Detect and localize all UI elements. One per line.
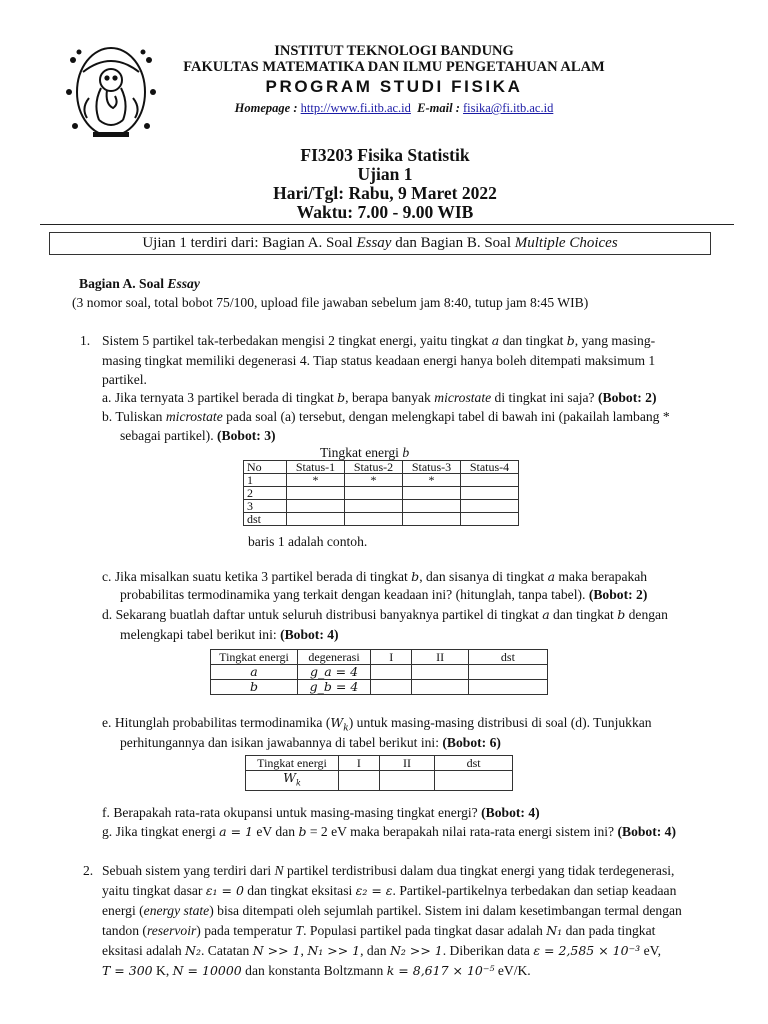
table-cell bbox=[403, 500, 461, 513]
table-cell bbox=[403, 487, 461, 500]
course-title: FI3203 Fisika Statistik bbox=[300, 145, 470, 165]
contact-line bbox=[160, 101, 628, 116]
table-header-row bbox=[246, 756, 513, 771]
homepage-label: Homepage : bbox=[234, 101, 301, 115]
table-cell bbox=[435, 771, 513, 791]
table1-note: baris 1 adalah contoh. bbox=[248, 534, 368, 549]
table-header: Tingkat energi bbox=[246, 756, 339, 771]
table-cell: 3 bbox=[244, 500, 287, 513]
q1c-line1: c. Jika misalkan suatu ketika 3 partikel berada di tingkat b, dan sisanya di tingkat a maka berapakah bbox=[102, 569, 648, 584]
distribution-table bbox=[210, 649, 548, 695]
table-header: I bbox=[371, 650, 412, 665]
table-cell bbox=[287, 513, 345, 526]
faculty-name: FAKULTAS MATEMATIKA DAN ILMU PENGETAHUAN ALAM bbox=[183, 59, 605, 75]
table-row bbox=[244, 513, 519, 526]
table-cell bbox=[468, 665, 547, 680]
q2-line4: tandon (reservoir) pada temperatur T. Populasi partikel pada tingkat dasar adalah N₁ dan pada tingkat bbox=[102, 923, 656, 938]
table-cell: * bbox=[287, 474, 345, 487]
table-cell bbox=[461, 513, 519, 526]
q1f: f. Berapakah rata-rata okupansi untuk masing-masing tingkat energi? (Bobot: 4) bbox=[102, 805, 540, 820]
table-cell bbox=[287, 500, 345, 513]
table-cell bbox=[371, 665, 412, 680]
table-header-row bbox=[211, 650, 548, 665]
program-name: PROGRAM STUDI FISIKA bbox=[265, 77, 523, 96]
table-header: Status-4 bbox=[461, 461, 519, 474]
intro-essay: Essay bbox=[356, 235, 392, 251]
table-cell bbox=[339, 771, 380, 791]
section-a-title: Bagian A. Soal Essay bbox=[79, 276, 200, 291]
table1-title: Tingkat energi b bbox=[320, 445, 410, 460]
table-cell bbox=[461, 500, 519, 513]
table-header: Status-1 bbox=[287, 461, 345, 474]
table-cell bbox=[461, 487, 519, 500]
table-cell: a bbox=[211, 665, 298, 680]
table-header: II bbox=[412, 650, 468, 665]
table-header: Tingkat energi bbox=[211, 650, 298, 665]
table-row bbox=[211, 665, 548, 680]
table-header: dst bbox=[435, 756, 513, 771]
table-cell bbox=[345, 487, 403, 500]
table-header: II bbox=[379, 756, 435, 771]
q2-line2: yaitu tingkat dasar ε₁ = 0 dan tingkat eksitasi ε₂ = ε. Partikel-partikelnya terbedakan dan setiap keadaan bbox=[102, 883, 677, 898]
q1c-line2: probabilitas termodinamika yang terkait dengan keadaan ini? (hitunglah, tanpa tabel). (Bobot: 2) bbox=[120, 587, 648, 602]
itb-ganesha-logo bbox=[63, 42, 159, 142]
table-cell: dst bbox=[244, 513, 287, 526]
table-cell: g_b = 4 bbox=[298, 680, 371, 695]
table-row bbox=[244, 487, 519, 500]
table-cell bbox=[412, 680, 468, 695]
microstate-table bbox=[243, 460, 519, 526]
q2-number: 2. bbox=[83, 863, 94, 878]
q1a: a. Jika ternyata 3 partikel berada di tingkat b, berapa banyak microstate di tingkat ini saja? (Bobot: 2) bbox=[102, 390, 657, 405]
exam-structure-box bbox=[49, 232, 711, 255]
table-cell bbox=[287, 487, 345, 500]
table-row bbox=[246, 771, 513, 791]
table-header: Status-2 bbox=[345, 461, 403, 474]
q1b-line1: b. Tuliskan microstate pada soal (a) tersebut, dengan melengkapi tabel di bawah ini (pakailah lambang * bbox=[102, 409, 670, 424]
table-cell bbox=[412, 665, 468, 680]
table-cell: * bbox=[345, 474, 403, 487]
q1-line1: Sistem 5 partikel tak-terbedakan mengisi 2 tingkat energi, yaitu tingkat a dan tingkat b, yang masing- bbox=[102, 333, 656, 348]
table-header: I bbox=[339, 756, 380, 771]
table-cell: 2 bbox=[244, 487, 287, 500]
q1d-line1: d. Sekarang buatlah daftar untuk seluruh distribusi banyaknya partikel di tingkat a dan tingkat b dengan bbox=[102, 607, 668, 622]
q1g: g. Jika tingkat energi a = 1 eV dan b = 2 eV maka berapakah nilai rata-rata energi sistem ini? (Bobot: 4) bbox=[102, 824, 676, 839]
table-header: dst bbox=[468, 650, 547, 665]
table-cell: b bbox=[211, 680, 298, 695]
table-cell bbox=[468, 680, 547, 695]
q1e-line1: e. Hitunglah probabilitas termodinamika $(W_k)$ untuk masing-masing distribusi di soal (d). Tunjukkan bbox=[102, 715, 652, 734]
table-cell: g_a = 4 bbox=[298, 665, 371, 680]
table-cell: * bbox=[403, 474, 461, 487]
q1d-line2: melengkapi tabel berikut ini: (Bobot: 4) bbox=[120, 627, 339, 642]
section-a-note: (3 nomor soal, total bobot 75/100, upload file jawaban sebelum jam 8:40, tutup jam 8:45 WIB) bbox=[72, 295, 589, 310]
intro-multiple-choices: Multiple Choices bbox=[514, 235, 618, 251]
table-row bbox=[211, 680, 548, 695]
probability-table bbox=[245, 755, 513, 791]
table-cell bbox=[461, 474, 519, 487]
q1e-line2: perhitungannya dan isikan jawabannya di tabel berikut ini: (Bobot: 6) bbox=[120, 735, 501, 750]
table-cell bbox=[403, 513, 461, 526]
q2-line3: energi (energy state) bisa ditempati oleh sejumlah partikel. Sistem ini dalam kesetimbangan termal dengan bbox=[102, 903, 682, 918]
table-header: No bbox=[244, 461, 287, 474]
email-label: E-mail : bbox=[417, 101, 464, 115]
q1-number: 1. bbox=[80, 333, 91, 348]
table-cell: 1 bbox=[244, 474, 287, 487]
intro-text: Ujian 1 terdiri dari: Bagian A. Soal bbox=[142, 235, 357, 251]
table-cell bbox=[379, 771, 435, 791]
table-header: Status-3 bbox=[403, 461, 461, 474]
table-cell bbox=[371, 680, 412, 695]
exam-name: Ujian 1 bbox=[357, 164, 413, 184]
q2-line5: eksitasi adalah N₂. Catatan N >> 1, N₁ >> 1, dan N₂ >> 1. Diberikan data ε = 2,585 × 10⁻³ eV, bbox=[102, 943, 662, 958]
table-row bbox=[244, 474, 519, 487]
q1b-line2: sebagai partikel). (Bobot: 3) bbox=[120, 428, 276, 443]
table-header-row bbox=[244, 461, 519, 474]
exam-time: Waktu: 7.00 - 9.00 WIB bbox=[296, 202, 474, 222]
intro-text-mid: dan Bagian B. Soal bbox=[391, 235, 515, 251]
q2-line6: T = 300 K, N = 10000 dan konstanta Boltzmann k = 8,617 × 10⁻⁵ eV/K. bbox=[102, 963, 531, 978]
email-link[interactable]: fisika@fi.itb.ac.id bbox=[463, 101, 554, 115]
homepage-link[interactable]: http://www.fi.itb.ac.id bbox=[300, 101, 411, 115]
header-divider bbox=[40, 224, 734, 225]
q2-line1: Sebuah sistem yang terdiri dari N partikel terdistribusi dalam dua tingkat energi yang tidak terdegenerasi, bbox=[102, 863, 675, 878]
table-cell bbox=[345, 513, 403, 526]
table-row bbox=[244, 500, 519, 513]
q1-line3: partikel. bbox=[102, 372, 147, 387]
table-cell: $W_k$ bbox=[246, 771, 339, 791]
table-cell bbox=[345, 500, 403, 513]
table-header: degenerasi bbox=[298, 650, 371, 665]
institute-name: INSTITUT TEKNOLOGI BANDUNG bbox=[274, 43, 514, 59]
q1-line2: masing tingkat memiliki degenerasi 4. Tiap status keadaan energi hanya boleh ditempati maksimum 1 bbox=[102, 353, 656, 368]
exam-date: Hari/Tgl: Rabu, 9 Maret 2022 bbox=[273, 183, 497, 203]
